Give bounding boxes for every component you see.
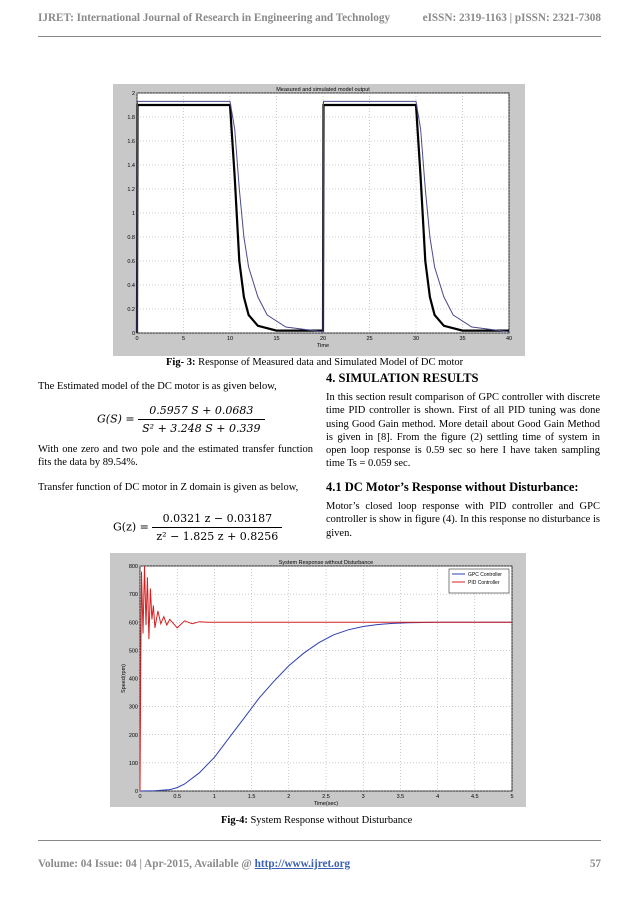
chart-1-y-tick-label: 100	[128, 760, 138, 767]
journal-title: IJRET: International Journal of Research in Engineering and Technology	[38, 12, 391, 24]
paragraph-model-intro: The Estimated model of the DC motor is as given below,	[38, 381, 277, 392]
chart-0-x-tick-label: 5	[181, 336, 186, 342]
chart-0-x-tick-label: 25	[366, 336, 373, 342]
section-4-heading: 4. SIMULATION RESULTS	[326, 371, 479, 385]
footer-rule	[38, 840, 601, 841]
chart-0-y-tick-label: 1	[131, 211, 135, 217]
chart-0-title: Measured and simulated model output	[276, 87, 370, 93]
chart-1-legend-label: GPC Controller	[468, 572, 502, 578]
chart-1-x-tick-label: 2.5	[322, 794, 330, 800]
chart-1-x-tick-label: 3.5	[396, 794, 405, 800]
equation-gz-fraction	[152, 512, 282, 543]
figure-4-caption-label: Fig-4:	[221, 815, 248, 826]
chart-0-y-tick-label: 0.4	[127, 283, 135, 289]
chart-1-x-label: Time(sec)	[313, 801, 339, 807]
issn-info: eISSN: 2319-1163 | pISSN: 2321-7308	[422, 12, 601, 24]
equation-gs	[97, 404, 265, 435]
chart-1-x-tick-label: 4	[436, 794, 440, 800]
chart-1-title: System Response without Disturbance	[278, 560, 374, 566]
footer-text: Volume: 04 Issue: 04 | Apr-2015, Available @	[38, 858, 255, 870]
equation-gz-lhs: G(z) =	[113, 520, 149, 534]
chart-0-x-tick-label: 30	[412, 336, 420, 342]
chart-1-x-tick-label: 1	[212, 794, 216, 800]
chart-1-x-tick-label: 2	[287, 794, 291, 800]
chart-1-x-tick-label: 0.5	[173, 794, 182, 800]
chart-1-y-tick-label: 500	[128, 648, 138, 655]
footer-link[interactable]: http://www.ijret.org	[254, 858, 351, 870]
chart-0-y-tick-label: 0.6	[127, 259, 135, 265]
chart-0-y-tick-label: 1.2	[127, 187, 135, 193]
figure-4-chart	[110, 553, 526, 807]
equation-gs-denominator: S² + 3.248 S + 0.339	[142, 422, 261, 435]
paragraph-z-domain: Transfer function of DC motor in Z domain is given as below,	[38, 482, 299, 493]
chart-0-x-tick-label: 35	[459, 336, 466, 342]
figure-4-svg	[110, 553, 526, 807]
chart-1-legend-label: PID Controller	[468, 580, 500, 586]
chart-0-x-tick-label: 0	[135, 336, 139, 342]
figure-3-caption	[166, 357, 463, 368]
chart-0-y-tick-label: 0	[131, 331, 135, 337]
chart-1-x-tick-label: 4.5	[470, 794, 479, 800]
paragraph-simulation-results: In this section result comparison of GPC controller with discrete time PID controller is shown. First of all PID tuning was done using Good Gain method. More detail about Good Gain Method is given in [8]. From the figure (2) settling time of system in open loop response is 0.59 sec so here I have taken sampling time Ts = 0.059 sec.	[326, 392, 600, 470]
footer-volume-info	[38, 858, 350, 870]
chart-1-y-tick-label: 400	[128, 676, 138, 683]
chart-1-y-label: Speed(rpm)	[121, 663, 127, 694]
chart-1-x-tick-label: 3	[361, 794, 365, 800]
chart-0-y-tick-label: 0.2	[127, 307, 135, 313]
figure-3-chart	[113, 84, 525, 356]
figure-4-caption-text: System Response without Disturbance	[247, 815, 413, 826]
chart-1-x-tick-label: 5	[510, 794, 514, 800]
chart-1-y-tick-label: 800	[128, 564, 138, 570]
chart-1-y-tick-label: 600	[128, 620, 138, 627]
chart-0-x-tick-label: 15	[273, 336, 280, 342]
chart-0-y-tick-label: 1.6	[127, 139, 135, 145]
equation-gs-numerator: 0.5957 S + 0.0683	[138, 404, 264, 420]
chart-1-y-tick-label: 200	[128, 732, 138, 739]
figure-3-caption-label: Fig- 3:	[166, 357, 196, 368]
chart-0-y-tick-label: 1.4	[127, 163, 135, 169]
chart-1-y-tick-label: 0	[134, 789, 138, 795]
chart-1-y-tick-label: 700	[128, 592, 138, 599]
paragraph-zero-pole: With one zero and two pole and the estimated transfer function fits the data by 89.54%.	[38, 444, 313, 469]
chart-0-x-label: Time	[316, 343, 330, 349]
chart-1-y-tick-label: 300	[128, 704, 138, 711]
chart-0-y-tick-label: 1.8	[127, 115, 135, 121]
equation-gz	[113, 512, 282, 543]
chart-0-y-tick-label: 2	[131, 91, 135, 97]
equation-gz-numerator: 0.0321 z − 0.03187	[152, 512, 282, 528]
page-number: 57	[589, 858, 601, 870]
equation-gz-denominator: z² − 1.825 z + 0.8256	[156, 530, 279, 543]
figure-3-svg	[113, 84, 525, 356]
section-4-1-heading: 4.1 DC Motor’s Response without Disturbance:	[326, 480, 579, 494]
chart-0-x-tick-label: 40	[505, 336, 513, 342]
header-rule	[38, 36, 601, 37]
paragraph-no-disturbance: Motor’s closed loop response with PID controller and GPC controller is show in figure (4). In this response no disturbance is given.	[326, 501, 600, 539]
figure-4-caption	[221, 815, 412, 826]
chart-0-y-tick-label: 0.8	[127, 235, 135, 241]
equation-gs-lhs: G(S) =	[97, 412, 135, 426]
chart-0-x-tick-label: 10	[226, 336, 234, 342]
figure-3-caption-text: Response of Measured data and Simulated Model of DC motor	[195, 357, 464, 368]
chart-1-x-tick-label: 0	[138, 794, 142, 800]
equation-gs-fraction	[138, 404, 264, 435]
chart-0-x-tick-label: 20	[319, 336, 327, 342]
chart-1-x-tick-label: 1.5	[247, 794, 256, 800]
